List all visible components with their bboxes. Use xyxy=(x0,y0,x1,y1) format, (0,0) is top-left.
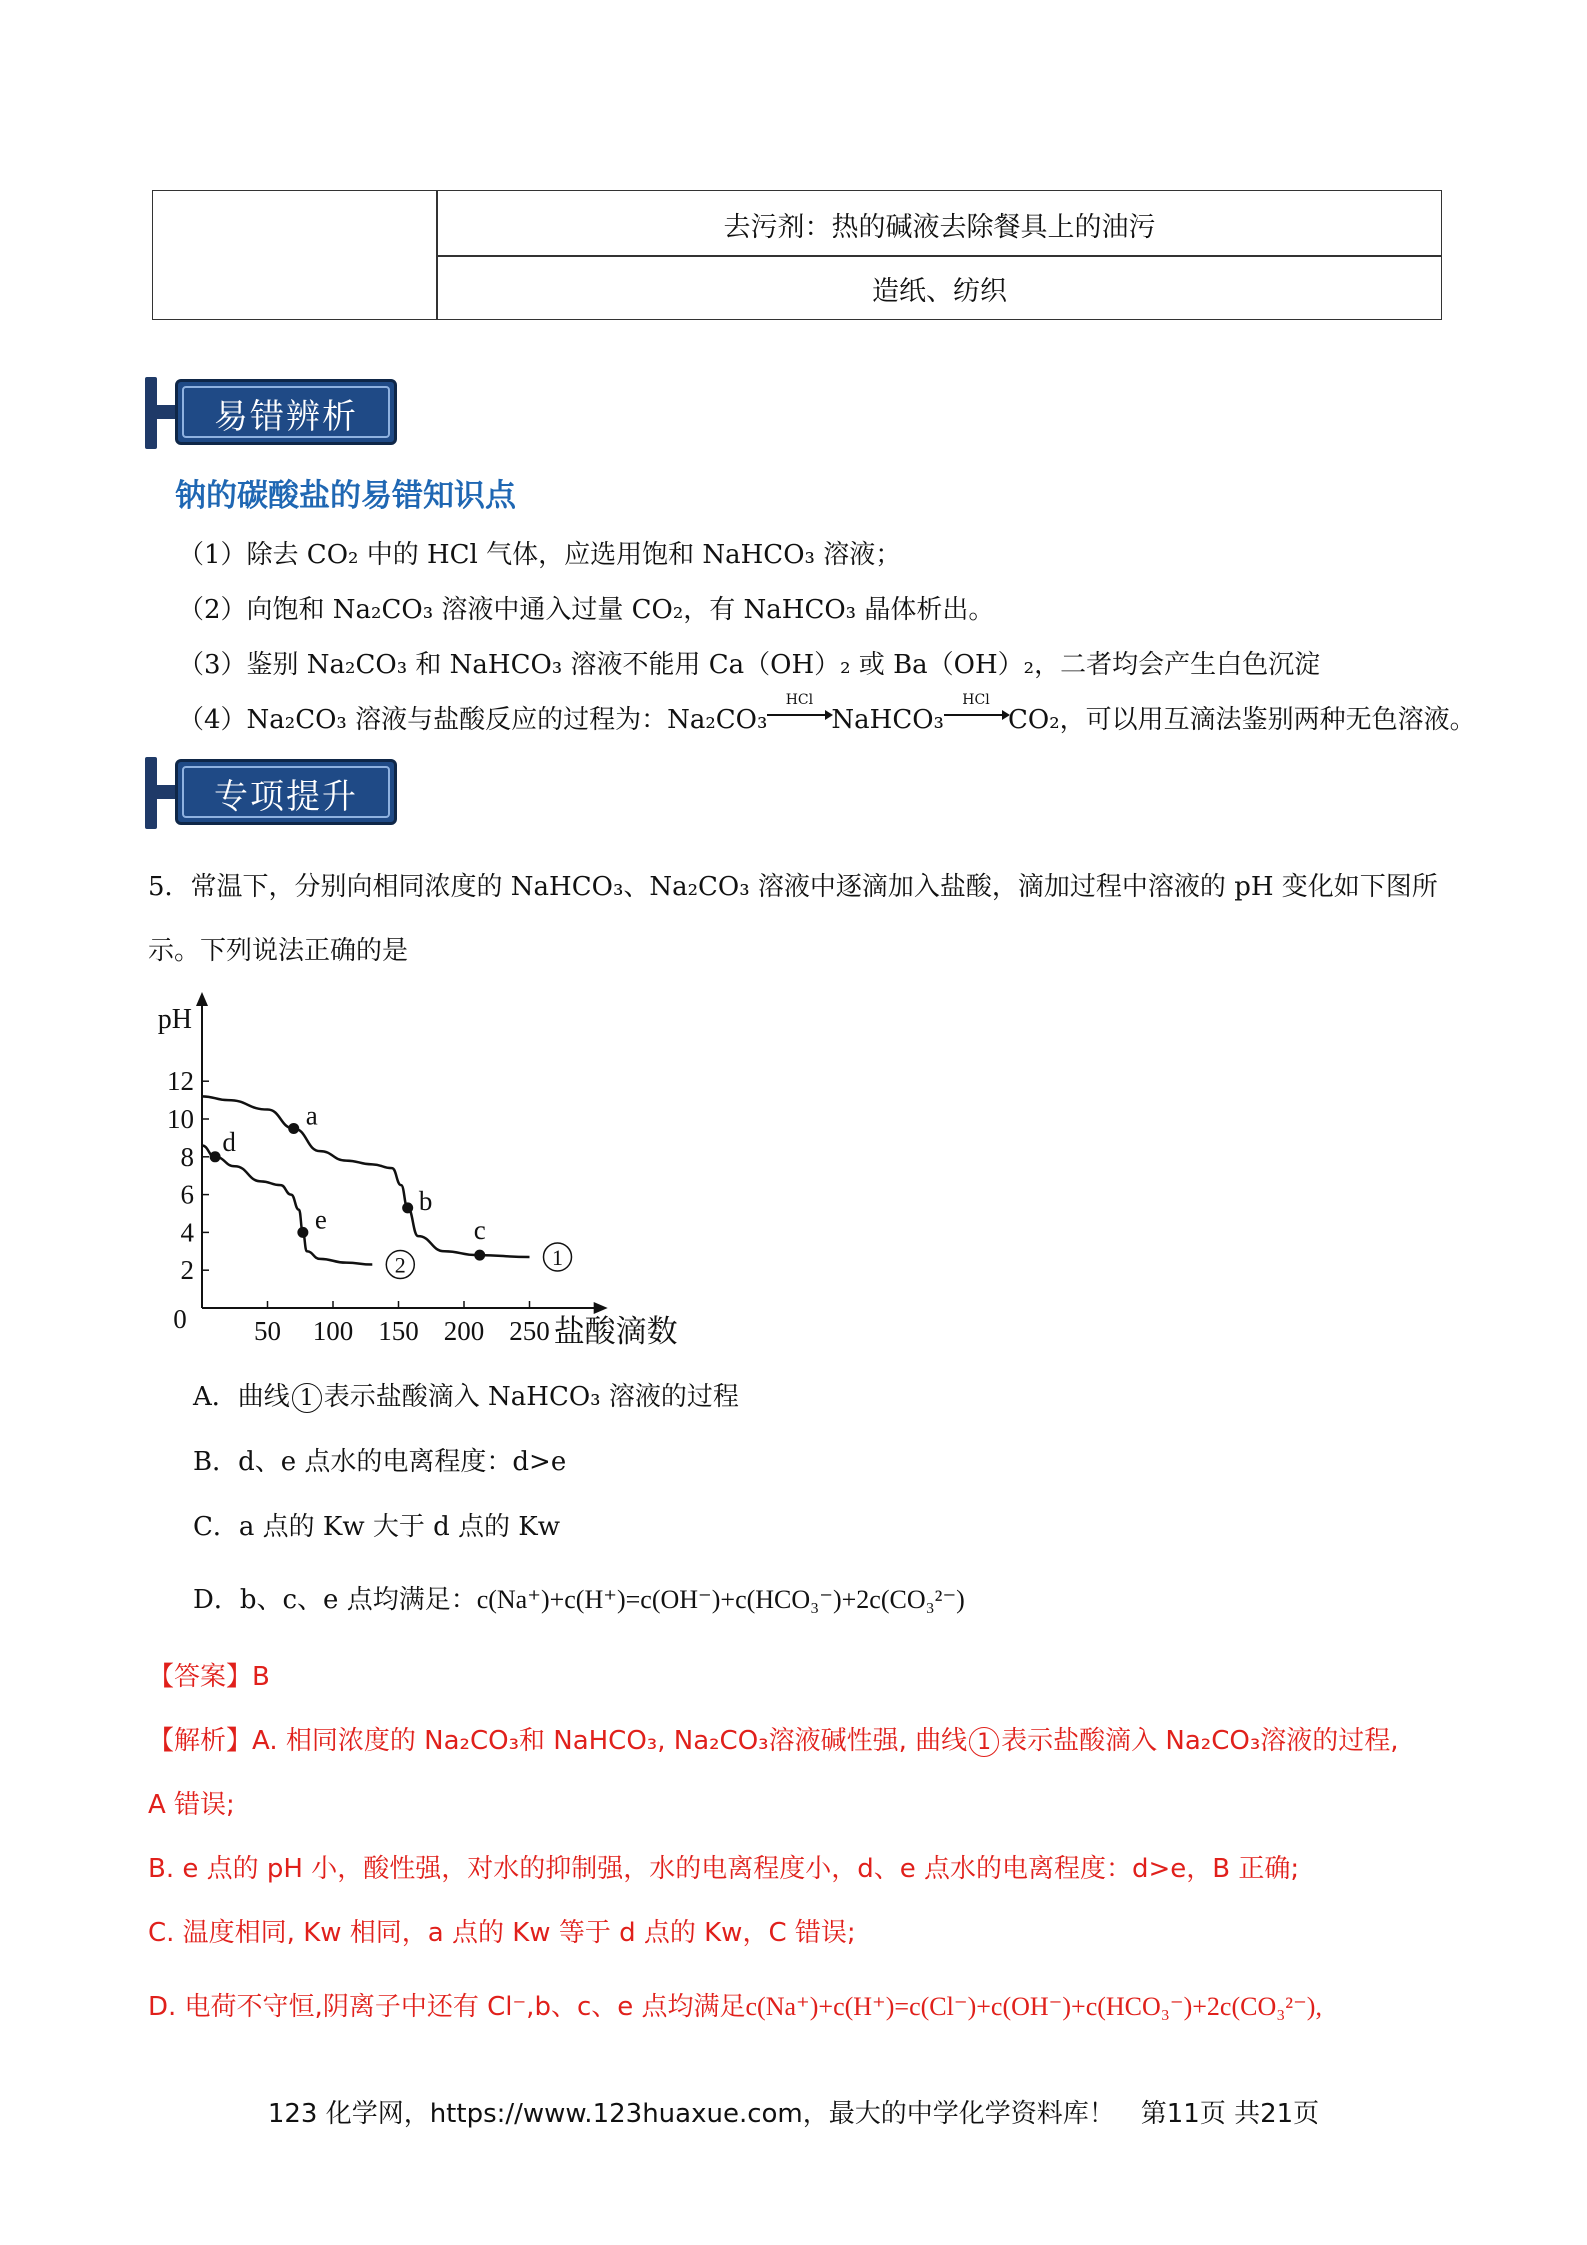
point-c xyxy=(474,1250,485,1261)
analysis-line-d xyxy=(148,1986,1322,2023)
table-divider-horizontal xyxy=(436,255,1441,257)
item4-mid: NaHCO₃ xyxy=(831,705,944,735)
analysis-d-prefix: D. 电荷不守恒,阴离子中还有 Cl⁻,b、c、e 点均满足 xyxy=(148,1992,746,2022)
analysis-line-a xyxy=(148,1720,1399,1757)
x-tick-label: 100 xyxy=(312,1316,354,1346)
option-a-suffix: 表示盐酸滴入 NaHCO₃ 溶液的过程 xyxy=(323,1382,739,1412)
y-tick-label: 12 xyxy=(167,1066,194,1097)
option-d-prefix: D．b、c、e 点均满足： xyxy=(193,1585,477,1615)
point-label-d: d xyxy=(222,1126,236,1157)
chart-curves xyxy=(202,1096,572,1278)
knowledge-item-2: （2）向饱和 Na₂CO₃ 溶液中通入过量 CO₂，有 NaHCO₃ 晶体析出。 xyxy=(178,595,995,625)
chart-points xyxy=(210,1100,486,1260)
x-axis-arrow xyxy=(594,1302,608,1314)
series-label-2: 2 xyxy=(394,1252,406,1278)
page-footer: 123 化学网，https://www.123huaxue.com，最大的中学化学资料库！ 第11页 共21页 xyxy=(267,2099,1320,2129)
section-badge-error-analysis xyxy=(145,377,400,449)
y-axis-arrow xyxy=(196,992,208,1006)
y-tick-label: 4 xyxy=(180,1217,194,1248)
circled-number-1: 1 xyxy=(969,1727,999,1757)
analysis-line-b: B. e 点的 pH 小，酸性强，对水的抑制强，水的电离程度小，d、e 点水的电离程度：d>e，B 正确; xyxy=(148,1854,1300,1884)
x-axis-label: 盐酸滴数 xyxy=(553,1314,678,1350)
point-label-c: c xyxy=(473,1215,486,1246)
knowledge-item-4 xyxy=(178,692,1476,736)
option-d-formula: c(Na⁺)+c(H⁺)=c(OH⁻)+c(HCO₃⁻)+2c(CO₃²⁻) xyxy=(476,1585,965,1614)
circled-number-1: 1 xyxy=(292,1383,322,1413)
item4-prefix: （4）Na₂CO₃ 溶液与盐酸反应的过程为：Na₂CO₃ xyxy=(178,705,768,735)
reaction-arrow-1 xyxy=(767,692,831,728)
series-label-1: 1 xyxy=(552,1244,563,1270)
point-d xyxy=(210,1151,221,1162)
option-b[interactable]: B．d、e 点水的电离程度：d>e xyxy=(193,1447,567,1477)
series-line-2 xyxy=(202,1145,372,1264)
analysis-line-a-cont: A 错误; xyxy=(148,1790,235,1820)
question-stem-line-1: 5．常温下，分别向相同浓度的 NaHCO₃、Na₂CO₃ 溶液中逐滴加入盐酸，滴加过程中溶液的 pH 变化如下图所 xyxy=(148,872,1438,902)
analysis-a-part-1: A. 相同浓度的 Na₂CO₃和 NaHCO₃, Na₂CO₃溶液碱性强, 曲线 xyxy=(252,1726,968,1756)
section-badge-special-improvement xyxy=(145,757,400,829)
question-stem-line-2: 示。下列说法正确的是 xyxy=(148,936,409,966)
x-tick-label: 50 xyxy=(254,1316,281,1346)
option-a-prefix: A．曲线 xyxy=(193,1382,290,1412)
y-tick-label: 6 xyxy=(180,1179,194,1210)
y-tick-label: 2 xyxy=(180,1255,194,1286)
analysis-label: 【解析】 xyxy=(148,1726,253,1756)
knowledge-item-3: （3）鉴别 Na₂CO₃ 和 NaHCO₃ 溶液不能用 Ca（OH）₂ 或 Ba（OH）₂，二者均会产生白色沉淀 xyxy=(178,650,1321,680)
analysis-line-c: C. 温度相同, Kw 相同，a 点的 Kw 等于 d 点的 Kw，C 错误; xyxy=(148,1918,856,1948)
option-d[interactable] xyxy=(193,1579,965,1616)
reaction-arrow-label-1: HCl xyxy=(785,692,814,708)
y-axis-label: pH xyxy=(157,1004,192,1035)
answer-label: 【答案】B xyxy=(148,1662,270,1692)
x-tick-label: 200 xyxy=(443,1316,485,1346)
chart-axes xyxy=(158,992,678,1350)
option-a[interactable] xyxy=(193,1376,739,1413)
ph-titration-chart xyxy=(140,990,740,1360)
point-b xyxy=(402,1202,413,1213)
y-tick-label: 10 xyxy=(167,1104,194,1134)
point-label-a: a xyxy=(305,1100,318,1131)
point-a xyxy=(288,1123,299,1134)
knowledge-item-1: （1）除去 CO₂ 中的 HCl 气体，应选用饱和 NaHCO₃ 溶液； xyxy=(178,540,902,570)
point-e xyxy=(297,1227,308,1238)
table-cell-paper-textile: 造纸、纺织 xyxy=(872,276,1007,307)
option-c[interactable]: C．a 点的 Kw 大于 d 点的 Kw xyxy=(193,1512,560,1542)
reaction-arrow-2 xyxy=(944,692,1008,728)
analysis-d-formula: c(Na⁺)+c(H⁺)=c(Cl⁻)+c(OH⁻)+c(HCO₃⁻)+2c(CO₃²⁻), xyxy=(745,1992,1322,2021)
reference-table xyxy=(152,190,1442,320)
x-tick-label: 250 xyxy=(509,1316,550,1346)
y-tick-label: 8 xyxy=(180,1141,194,1172)
x-tick-label: 0 xyxy=(173,1304,187,1334)
point-label-b: b xyxy=(418,1185,433,1216)
section-badge-label: 专项提升 xyxy=(214,777,358,817)
analysis-a-part-2: 表示盐酸滴入 Na₂CO₃溶液的过程, xyxy=(1001,1726,1399,1756)
reaction-arrow-label-2: HCl xyxy=(962,692,990,708)
section-heading: 钠的碳酸盐的易错知识点 xyxy=(175,478,516,514)
point-label-e: e xyxy=(314,1204,327,1235)
x-tick-label: 150 xyxy=(378,1316,419,1346)
section-badge-label: 易错辨析 xyxy=(214,397,358,437)
table-cell-degreaser: 去污剂：热的碱液去除餐具上的油污 xyxy=(723,212,1156,243)
item4-suffix: CO₂，可以用互滴法鉴别两种无色溶液。 xyxy=(1007,705,1476,735)
